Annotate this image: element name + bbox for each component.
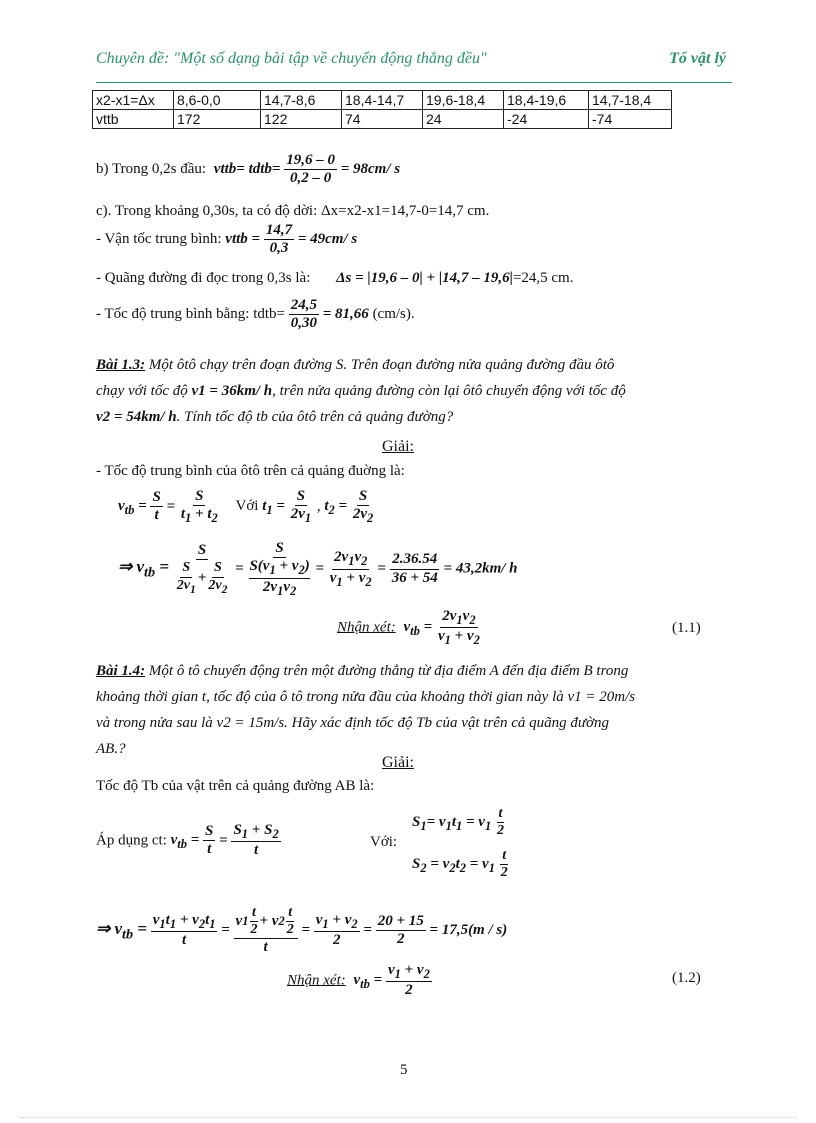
- formula-vtb-2: ⇒ $v_{tb}$ = S $\frac{S}{2v_1}$ + $\frac{S}{2v_2}$ = S $S(v_1 + v_2)$ $2v_1v_2$ = $\frac{2v_1v_2}{v_1 + v_2}$ = $\frac{2.36.54}{36 + 54}$ = 43,2km/ h: [118, 540, 518, 598]
- velocity-fraction: [264, 222, 294, 258]
- solution-heading: [382, 438, 414, 456]
- velocity-table: [92, 90, 672, 129]
- table-cell: 24: [423, 110, 504, 129]
- solution-line: - Tốc độ trung bình của ôtô trên cả quảng đuờng là:: [96, 463, 405, 479]
- table-row: [93, 110, 672, 129]
- problem-title: Bài 1.3:: [96, 357, 146, 373]
- table-cell: 122: [261, 110, 342, 129]
- table-cell: 172: [174, 110, 261, 129]
- problem-text: và trong nửa sau là v2 = 15m/s. Hãy xác định tốc độ Tb của vật trên cả quãng đường: [96, 715, 610, 731]
- speed-result: = 81,66: [322, 306, 369, 323]
- apply-label: Áp dụng ct:: [96, 832, 167, 849]
- distance-label: - Quãng đường đi đọc trong 0,3s là:: [96, 270, 311, 286]
- problem-1-3: [96, 352, 732, 430]
- header-department: Tổ vật lý: [669, 50, 726, 67]
- with-label: Với: [235, 498, 259, 515]
- formula-apply: Áp dụng ct: $v_{tb}$ = $\frac{S}{t}$ = $\frac{S_1 + S_2}{t}$: [96, 822, 279, 859]
- velocity-lhs: vttb =: [225, 231, 261, 248]
- problem-text: Một ôtô chạy trên đoạn đường S. Trên đoạn đường nửa quảng đường đầu ôtô: [145, 357, 615, 373]
- formula-vtb-1: $v_{tb}$ = $\frac{S}{t}$ = $\frac{S}{t_1 + t_2}$ Với $t_1$ = $\frac{S}{2v_1}$ , $t_2$ = $\frac{S}{2v_2}$: [118, 488, 374, 526]
- speed-fraction: [289, 297, 319, 333]
- footer-divider: [20, 1117, 796, 1118]
- problem-text: . Tính tốc độ tb của ôtô trên cả quảng đường?: [176, 409, 454, 425]
- header-topic: Chuyên đề: "Một số dạng bài tập về chuyển động thẳng đều": [96, 50, 487, 67]
- table-cell: x2-x1=Δx: [93, 91, 174, 110]
- formula-result: = 43,2km/ h: [443, 560, 518, 577]
- problem-text: khoảng thời gian t, tốc độ của ô tô trong nửa đầu của khoảng thời gian này là v1 = 20m/s: [96, 689, 636, 705]
- table-cell: -24: [504, 110, 589, 129]
- part-b-fraction: [284, 152, 337, 188]
- part-b-result: = 98cm/ s: [340, 161, 401, 178]
- table-cell: 74: [342, 110, 423, 129]
- table-cell: 18,4-14,7: [342, 91, 423, 110]
- formula-vtb-3: ⇒ $v_{tb}$ = $\frac{v_1t_1 + v_2t_1}{t}$ = v 1 $\frac{t}{2}$ + v 2 $\frac{t}{2}$ t = $\frac{v_1 + v_2}{2}$ = $\frac{20 + 15}{2}$ = 17,5(m / s): [96, 905, 508, 956]
- solution-label: Giải:: [382, 438, 414, 455]
- remark-label: Nhận xét:: [337, 619, 396, 636]
- table-cell: vttb: [93, 110, 174, 129]
- speed-unit: (cm/s).: [372, 306, 415, 323]
- fraction-denominator: 0,3: [269, 240, 289, 257]
- solution-line: Tốc độ Tb của vật trên cả quảng đường AB là:: [96, 778, 375, 794]
- problem-v1: v1 = 36km/ h: [191, 383, 273, 399]
- part-c-line1: c). Trong khoảng 0,30s, ta có độ dời: Δx=x2-x1=14,7-0=14,7 cm.: [96, 203, 490, 219]
- table-cell: -74: [589, 110, 672, 129]
- part-b: [96, 152, 400, 188]
- problem-title: Bài 1.4:: [96, 663, 146, 679]
- part-c-speed: [96, 297, 415, 333]
- formula-s2: $S_2 = v_2t_2 = v_1$ $\frac{t}{2}$: [412, 848, 508, 881]
- part-c-distance: [96, 270, 573, 287]
- table-cell: 8,6-0,0: [174, 91, 261, 110]
- solution-label: Giải:: [382, 754, 414, 771]
- fraction-numerator: 14,7: [264, 222, 294, 240]
- problem-text: Một ô tô chuyển động trên một đường thẳng từ địa điểm A đến địa điểm B trong: [145, 663, 629, 679]
- part-c-velocity: [96, 222, 357, 258]
- table-cell: 18,4-19,6: [504, 91, 589, 110]
- remark-label: Nhận xét:: [287, 972, 346, 989]
- problem-1-4: [96, 658, 732, 762]
- with-label: Với:: [370, 834, 398, 850]
- formula-s1: $S_1= v_1t_1 = v_1$ $\frac{t}{2}$: [412, 806, 504, 839]
- distance-result: =24,5 cm.: [512, 270, 574, 286]
- table-cell: 19,6-18,4: [423, 91, 504, 110]
- fraction-denominator: 0,30: [290, 315, 317, 332]
- fraction-numerator: 19,6 – 0: [284, 152, 337, 170]
- formula-result: = 17,5(m / s): [429, 922, 508, 939]
- equation-number: (1.2): [672, 970, 701, 986]
- problem-v2: v2 = 54km/ h: [96, 409, 177, 425]
- remark-1-2: Nhận xét: $v_{tb}$ = $\frac{v_1 + v_2}{2}$: [287, 962, 430, 999]
- problem-text: , trên nửa quảng đường còn lại ôtô chuyển động với tốc độ: [272, 383, 626, 399]
- header-divider: [96, 82, 732, 83]
- solution-heading: [382, 754, 414, 772]
- table-row: [93, 91, 672, 110]
- velocity-result: = 49cm/ s: [297, 231, 358, 248]
- velocity-label: - Vận tốc trung bình:: [96, 231, 222, 248]
- part-b-lhs: vttb= tdtb=: [213, 161, 281, 178]
- distance-expression: Δs = |19,6 – 0| + |14,7 – 19,6|: [336, 270, 513, 286]
- table-cell: 14,7-18,4: [589, 91, 672, 110]
- page-header: [96, 50, 732, 74]
- table-cell: 14,7-8,6: [261, 91, 342, 110]
- fraction-numerator: 24,5: [289, 297, 319, 315]
- problem-text: AB.?: [96, 741, 126, 757]
- part-b-label: b) Trong 0,2s đầu:: [96, 161, 207, 178]
- fraction-denominator: 0,2 – 0: [289, 170, 332, 187]
- speed-label: - Tốc độ trung bình bằng: tdtb=: [96, 306, 285, 323]
- page-number: 5: [400, 1062, 408, 1078]
- problem-text: chạy với tốc độ: [96, 383, 192, 399]
- remark-1-1: Nhận xét: $v_{tb}$ = $\frac{2v_1v_2}{v_1 + v_2}$: [337, 608, 480, 648]
- equation-number: (1.1): [672, 620, 701, 636]
